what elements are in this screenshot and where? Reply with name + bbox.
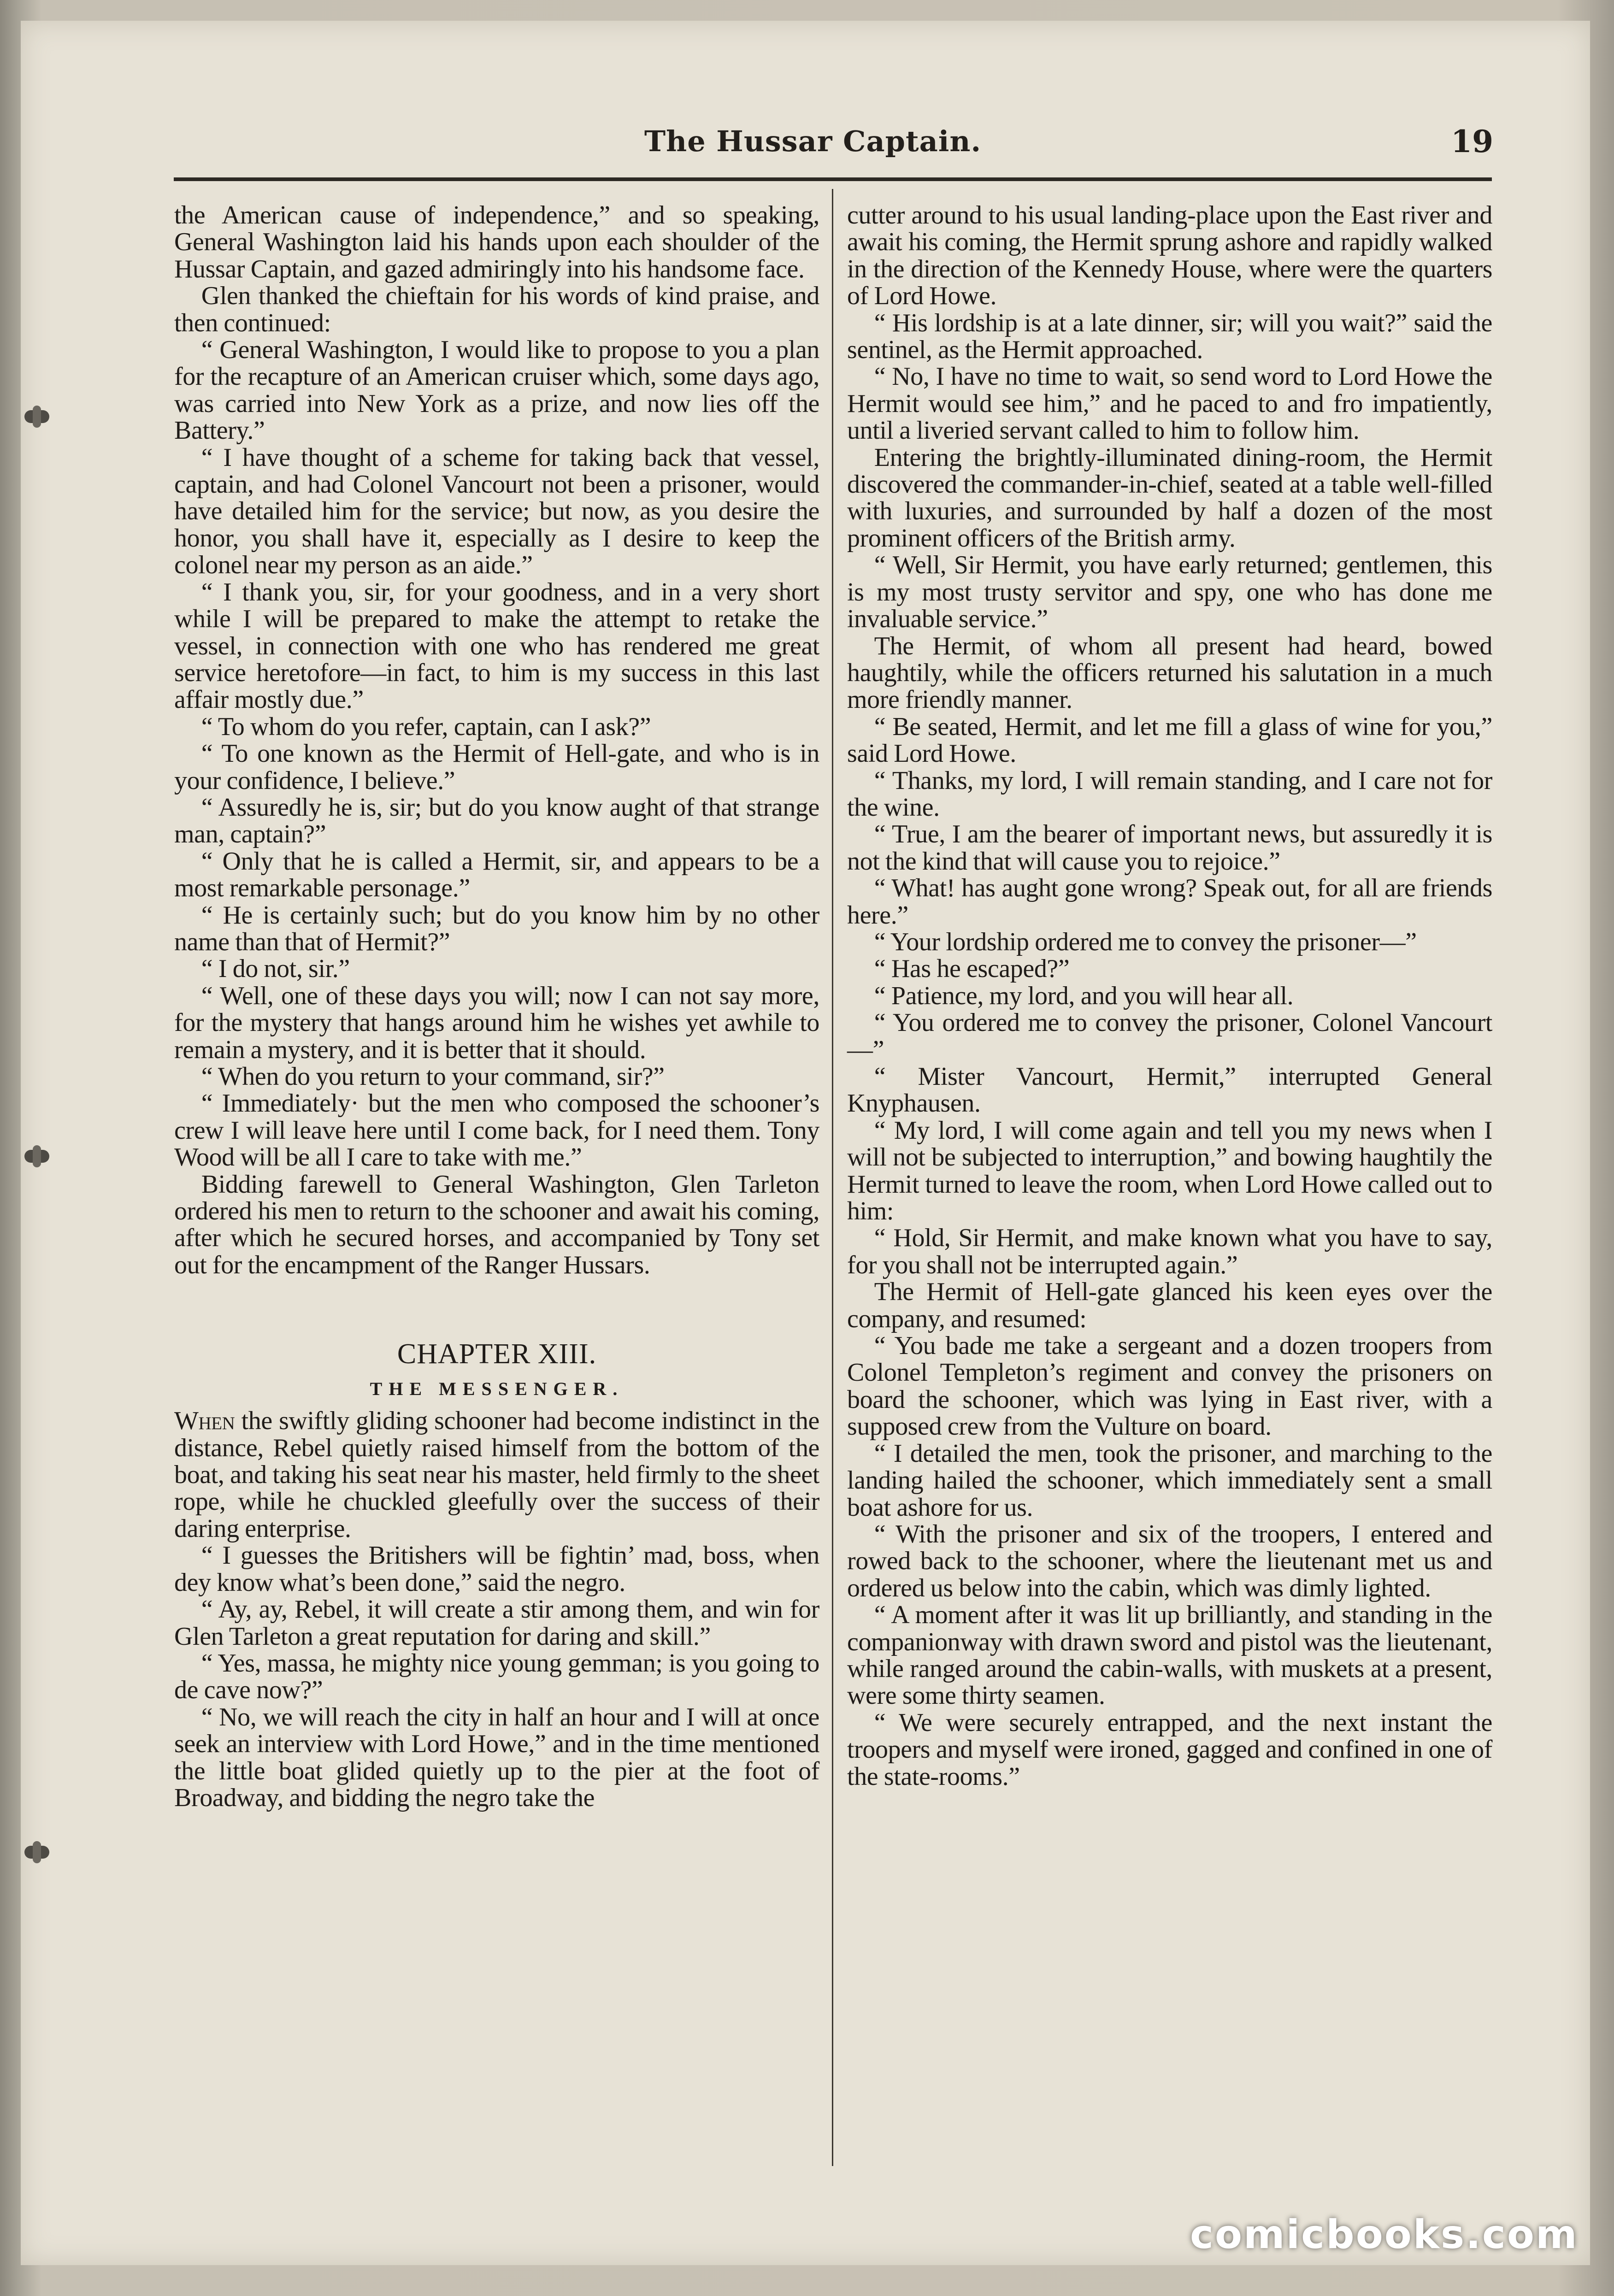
paragraph: “ Immediately· but the men who composed the schooner’s crew I will leave here until I come back, for I need them. Tony Wood will be all I care to take with me.” — [174, 1089, 819, 1172]
paragraph: “ To whom do you refer, captain, can I ask?” — [201, 712, 651, 741]
paragraph: “ We were securely entrapped, and the next instant the troopers and myself were ironed, gagged and confined in one of the state-rooms.” — [847, 1708, 1492, 1791]
paragraph: “ I thank you, sir, for your goodness, and in a very short while I will be prepared to make the attempt to retake the vessel, in connection with one who has rendered me great service heretofore—in fact, to him is my success in this last affair mostly due.” — [174, 577, 819, 714]
paragraph: “ Yes, massa, he mighty nice young gemman; is you going to de cave now?” — [174, 1648, 819, 1705]
paragraph: “ Assuredly he is, sir; but do you know aught of that strange man, captain?” — [174, 793, 819, 849]
paragraph: “ Thanks, my lord, I will remain standing, and I care not for the wine. — [847, 766, 1492, 822]
paragraph: “ Mister Vancourt, Hermit,” interrupted General Knyphausen. — [847, 1062, 1492, 1118]
paragraph: “ When do you return to your command, sir?” — [201, 1062, 665, 1091]
paragraph: The Hermit of Hell-gate glanced his keen eyes over the company, and resumed: — [847, 1278, 1492, 1333]
binding-ring-icon — [21, 1145, 53, 1168]
paragraph: “ No, I have no time to wait, so send word to Lord Howe the Hermit would see him,” and he paced to and fro impatiently, until a liveried servant called to him to follow him. — [847, 362, 1492, 445]
paragraph: “ I guesses the Britishers will be fightin’ mad, boss, when dey know what’s been done,” said the negro. — [174, 1541, 819, 1597]
column-divider — [832, 189, 833, 2166]
paragraph: “ To one known as the Hermit of Hell-gate, and who is in your confidence, I believe.” — [174, 739, 819, 795]
page-number: 19 — [1451, 124, 1493, 159]
header-rule — [174, 177, 1492, 181]
running-header — [644, 122, 1493, 161]
site-watermark: comicbooks.com — [1190, 2212, 1579, 2258]
paragraph: “ True, I am the bearer of important news, but assuredly it is not the kind that will cause you to rejoice.” — [847, 820, 1492, 876]
binding-ring-icon — [21, 406, 53, 429]
chapter-opening-paragraph — [174, 1407, 819, 1542]
right-column — [847, 202, 1492, 1790]
paragraph: “ No, we will reach the city in half an hour and I will at once seek an interview with Lord Howe,” and in the time mentioned the little boat glided quietly up to the pier at the foot of Broadway, and bidding the negro take the — [174, 1702, 819, 1812]
paragraph: “ Only that he is called a Hermit, sir, and appears to be a most remarkable personage.” — [174, 847, 819, 903]
paragraph: “ I detailed the men, took the prisoner, and marching to the landing hailed the schooner, which immediately sent a small boat ashore for us. — [847, 1439, 1492, 1522]
running-title: The Hussar Captain. — [644, 124, 982, 158]
paragraph: the American cause of independence,” and so speaking, General Washington laid his hands upon each shoulder of the Hussar Captain, and gazed admiringly into his handsome face. — [174, 201, 819, 283]
chapter-subtitle: THE MESSENGER. — [370, 1378, 624, 1400]
paragraph: “ Well, one of these days you will; now I can not say more, for the mystery that hangs around him he wishes yet awhile to remain a mystery, and it is better that it should. — [174, 981, 819, 1064]
opening-text: the swiftly gliding schooner had become indistinct in the distance, Rebel quietly raised himself from the bottom of the boat, and taking his seat near his master, held firmly to the sheet rope, while he chuckled gleefully over the success of their daring enterprise. — [174, 1407, 819, 1543]
paragraph: “ His lordship is at a late dinner, sir; will you wait?” said the sentinel, as the Hermit approached. — [847, 308, 1492, 365]
paragraph: “ With the prisoner and six of the troopers, I entered and rowed back to the schooner, where the lieutenant met us and ordered us below into the cabin, which was dimly lighted. — [847, 1519, 1492, 1602]
left-column — [174, 202, 819, 1811]
paragraph: “ You ordered me to convey the prisoner, Colonel Vancourt—” — [847, 1008, 1492, 1064]
paragraph: “ Patience, my lord, and you will hear all. — [874, 981, 1294, 1010]
paragraph: “ My lord, I will come again and tell you my news when I will not be subjected to interruption,” and bowing haughtily the Hermit turned to leave the room, when Lord Howe called out to him: — [847, 1116, 1492, 1226]
paragraph: “ Ay, ay, Rebel, it will create a stir among them, and win for Glen Tarleton a great reputation for daring and skill.” — [174, 1595, 819, 1651]
paragraph: Glen thanked the chieftain for his words of kind praise, and then continued: — [174, 282, 819, 337]
opening-word: When — [174, 1407, 235, 1436]
paragraph: “ A moment after it was lit up brilliantly, and standing in the companionway with drawn sword and pistol was the lieutenant, while ranged around the cabin-walls, with muskets at a present, were some thirty seamen. — [847, 1601, 1492, 1710]
paragraph: “ You bade me take a sergeant and a dozen troopers from Colonel Templeton’s regiment and convey the prisoners on board the schooner, which was lying in East river, with a supposed crew from the Vulture on board. — [847, 1331, 1492, 1441]
paragraph: “ I have thought of a scheme for taking back that vessel, captain, and had Colonel Vancourt not been a prisoner, would have detailed him for the service; but now, as you desire the honor, you shall have it, especially as I desire to keep the colonel near my person as an aide.” — [174, 443, 819, 580]
paragraph: “ General Washington, I would like to propose to you a plan for the recapture of an American cruiser which, some days ago, was carried into New York as a prize, and now lies off the Battery.” — [174, 336, 819, 445]
paragraph: cutter around to his usual landing-place upon the East river and await his coming, the Hermit sprung ashore and rapidly walked in the direction of the Kennedy House, where were the quarters of Lord Howe. — [847, 201, 1492, 311]
paragraph: Entering the brightly-illuminated dining-room, the Hermit discovered the commander-in-chief, seated at a table well-filled with luxuries, and surrounded by half a dozen of the most prominent officers of the British army. — [847, 443, 1492, 553]
paragraph: “ Well, Sir Hermit, you have early returned; gentlemen, this is my most trusty servitor and spy, one who has done me invaluable service.” — [847, 551, 1492, 634]
paragraph: “ Your lordship ordered me to convey the prisoner—” — [874, 927, 1417, 956]
paragraph: The Hermit, of whom all present had heard, bowed haughtily, while the officers returned his salutation in a much more friendly manner. — [847, 631, 1492, 714]
paragraph: “ Be seated, Hermit, and let me fill a glass of wine for you,” said Lord Howe. — [847, 712, 1492, 768]
paragraph: “ He is certainly such; but do you know him by no other name than that of Hermit?” — [174, 901, 819, 956]
paragraph: “ I do not, sir.” — [201, 954, 350, 983]
paragraph: “ Has he escaped?” — [874, 954, 1070, 983]
paragraph: Bidding farewell to General Washington, Glen Tarleton ordered his men to return to the schooner and await his coming, after which he secured horses, and accompanied by Tony set out for the encampment of the Ranger Hussars. — [174, 1170, 819, 1279]
chapter-title: CHAPTER XIII. — [397, 1338, 597, 1370]
paragraph: “ What! has aught gone wrong? Speak out, for all are friends here.” — [847, 874, 1492, 930]
binding-ring-icon — [21, 1841, 53, 1864]
paragraph: “ Hold, Sir Hermit, and make known what you have to say, for you shall not be interrupted again.” — [847, 1224, 1492, 1279]
